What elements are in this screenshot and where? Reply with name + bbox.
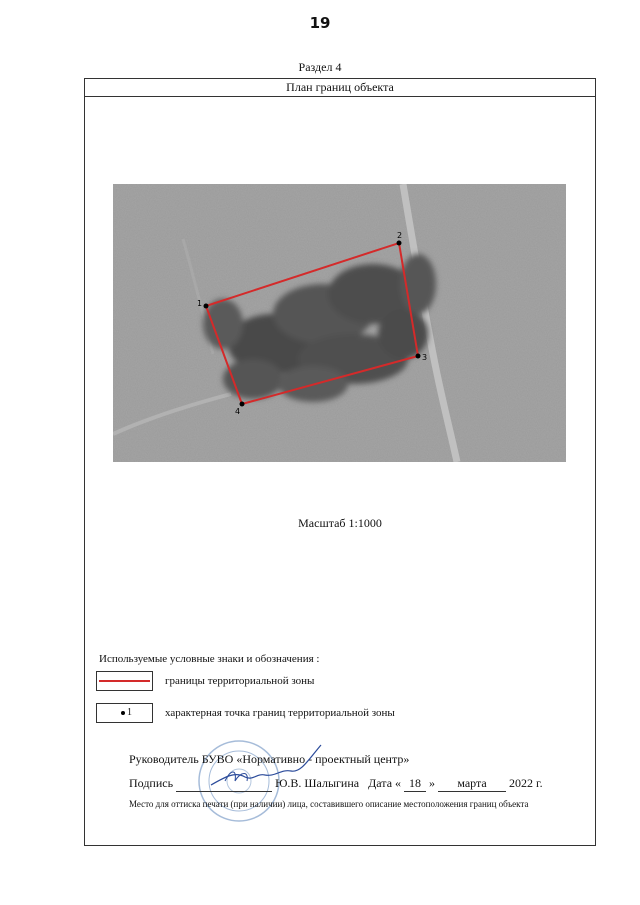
boundary-point [397, 241, 402, 246]
point-label-2: 2 [397, 231, 403, 240]
legend-symbol-line [96, 671, 153, 691]
date-day-close: » [429, 776, 436, 790]
signer-name: Ю.В. Шалыгина [275, 776, 360, 790]
legend-label: характерная точка границ территориальной зоны [165, 707, 395, 719]
date-label: Дата « [368, 776, 402, 790]
handwritten-signature-icon [205, 741, 325, 801]
date-day: 18 [404, 776, 426, 792]
boundary-point [416, 354, 421, 359]
signature-line [129, 776, 543, 792]
plan-frame [84, 78, 596, 846]
date-month: марта [438, 776, 506, 792]
plan-title: План границ объекта [85, 79, 595, 97]
stamp-note: Место для оттиска печати (при наличии) лица, составившего описание местоположения границ объекта [129, 799, 529, 809]
boundary-point [240, 402, 245, 407]
section-title: Раздел 4 [298, 60, 342, 74]
point-label-3: 3 [422, 353, 428, 362]
scale-label: Масштаб 1:1000 [298, 516, 382, 530]
map-canvas [113, 184, 566, 462]
legend-symbol-point [96, 703, 153, 723]
legend-title: Используемые условные знаки и обозначения : [99, 653, 320, 665]
point-dot-icon [121, 711, 125, 715]
legend-label: границы территориальной зоны [165, 675, 315, 687]
point-label-4: 4 [235, 407, 241, 416]
date-year: 2022 г. [509, 776, 543, 790]
boundary-point [204, 304, 209, 309]
page-number: 19 [309, 14, 331, 32]
red-line-icon [99, 680, 150, 682]
director-line: Руководитель БУВО «Нормативно - проектный центр» [129, 752, 410, 766]
legend-point-number: 1 [127, 707, 132, 718]
podpis-label: Подпись [129, 776, 174, 790]
aerial-map [113, 184, 566, 462]
point-label-1: 1 [197, 299, 203, 308]
